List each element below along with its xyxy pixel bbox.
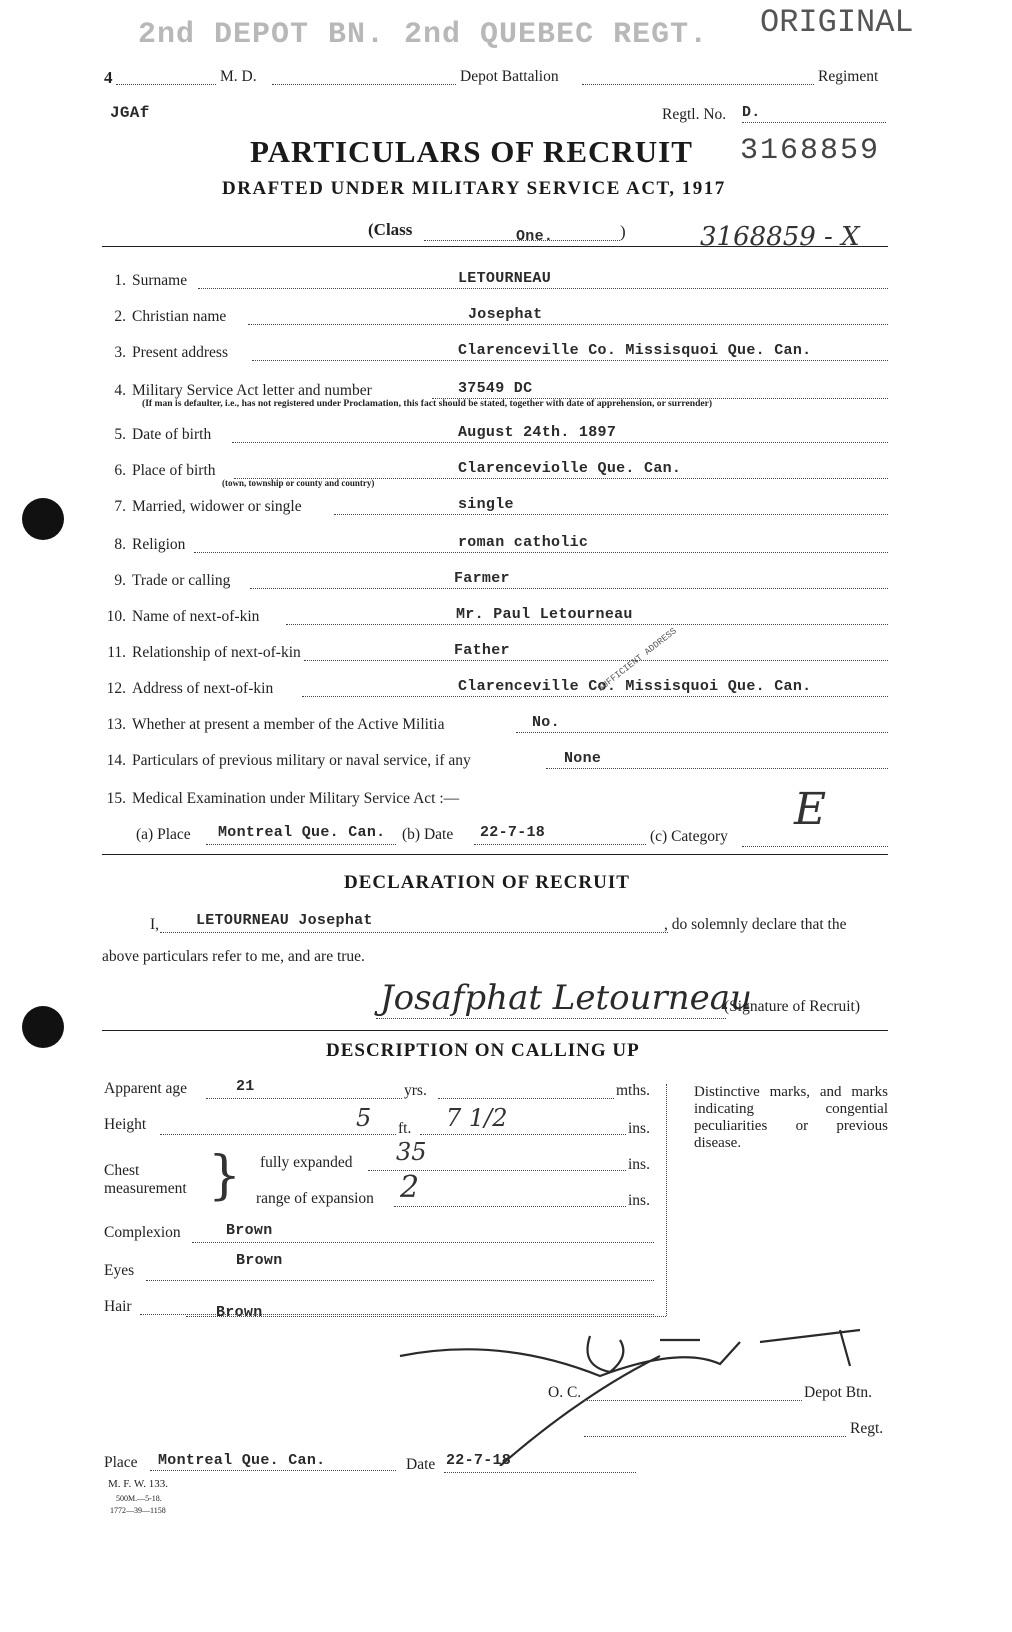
field-label: [100, 608, 259, 626]
ins-label-chest-1: ins.: [628, 1156, 650, 1173]
class-label: (Class: [368, 220, 413, 239]
ft-label: ft.: [398, 1120, 412, 1137]
class-close: ): [620, 222, 626, 241]
field-number: 13.: [106, 716, 126, 733]
footer-place-label: Place: [104, 1454, 138, 1471]
field-number: 8.: [114, 536, 126, 553]
print-line-1: 500M.—5-18.: [116, 1494, 162, 1503]
field-number: 6.: [114, 462, 126, 479]
regtl-no-value: D.: [742, 104, 761, 121]
field-number: 12.: [106, 680, 126, 697]
field-number: 4.: [114, 382, 126, 399]
declaration-name: LETOURNEAU Josephat: [196, 912, 373, 929]
fully-expanded-value: 35: [396, 1138, 427, 1166]
field-label-text: Married, widower or single: [132, 498, 302, 515]
field-label-text: Relationship of next-of-kin: [132, 644, 301, 661]
field-value: Clarenceviolle Que. Can.: [458, 460, 682, 477]
height-label: Height: [104, 1116, 147, 1133]
field-number: 9.: [114, 572, 126, 589]
md-number: 4: [104, 68, 113, 87]
field-value: August 24th. 1897: [458, 424, 617, 441]
field-label: [100, 344, 228, 362]
field-label-text: Name of next-of-kin: [132, 608, 260, 625]
field-label: [100, 716, 444, 734]
field-label-text: Address of next-of-kin: [132, 680, 274, 697]
regiment-label: Regiment: [818, 68, 879, 85]
ins-label-chest-2: ins.: [628, 1192, 650, 1209]
field-value: None: [564, 750, 602, 767]
apparent-age-value: 21: [236, 1078, 255, 1095]
field-label-text: Place of birth: [132, 462, 216, 479]
field-value: No.: [532, 714, 560, 731]
unit-stamp: 2nd DEPOT BN. 2nd QUEBEC REGT.: [138, 18, 709, 52]
hair-value: Brown: [216, 1304, 263, 1321]
field-number: 1.: [114, 272, 126, 289]
field-number: 7.: [114, 498, 126, 515]
regtl-no-label: Regtl. No.: [662, 106, 727, 123]
recruit-signature: Josafphat Letourneau: [380, 978, 752, 1018]
declaration-text-end: , do solemnly declare that the: [664, 916, 847, 933]
field-note: (town, township or county and country): [222, 478, 375, 488]
sufficient-address-stamp: SUFFICIENT ADDRESS: [596, 626, 679, 694]
signature-label: (Signature of Recruit): [724, 998, 861, 1015]
depot-battalion-label: Depot Battalion: [460, 68, 559, 85]
chest-label-1: Chest: [104, 1162, 140, 1179]
eyes-label: Eyes: [104, 1262, 135, 1279]
field-label: [100, 752, 471, 770]
footer-place-value: Montreal Que. Can.: [158, 1452, 326, 1469]
distinctive-marks-text: Distinctive marks, and marks indicating congential peculiarities or previous disease.: [694, 1084, 888, 1151]
yrs-label: yrs.: [404, 1082, 427, 1099]
field-label: [100, 572, 230, 590]
field-number: 11.: [107, 644, 126, 661]
complexion-value: Brown: [226, 1222, 273, 1239]
field-label-text: Medical Examination under Military Service Act :—: [132, 790, 460, 807]
declaration-heading: DECLARATION OF RECRUIT: [344, 872, 630, 893]
field-label-text: Present address: [132, 344, 228, 361]
field-number: 14.: [106, 752, 126, 769]
field-value: Father: [454, 642, 510, 659]
height-ft-value: 5: [356, 1104, 372, 1132]
medical-category-label: (c) Category: [650, 828, 728, 845]
range-value: 2: [400, 1170, 420, 1205]
class-handwritten-number: 3168859 - X: [700, 222, 860, 252]
declaration-text-line2: above particulars refer to me, and are true.: [102, 948, 365, 965]
medical-place-value: Montreal Que. Can.: [218, 824, 386, 841]
footer-date-label: Date: [406, 1456, 436, 1473]
field-label: [100, 308, 226, 326]
medical-date-value: 22-7-18: [480, 824, 546, 841]
field-label-text: Date of birth: [132, 426, 212, 443]
height-in-value: 7 1/2: [446, 1104, 508, 1132]
complexion-label: Complexion: [104, 1224, 181, 1241]
regt-label: Regt.: [850, 1420, 884, 1437]
punch-hole-top: [22, 498, 64, 540]
medical-category-value: E: [794, 784, 827, 835]
field-number: 10.: [106, 608, 126, 625]
field-value: Mr. Paul Letourneau: [456, 606, 633, 623]
description-heading: DESCRIPTION ON CALLING UP: [326, 1040, 640, 1061]
medical-place-label: (a) Place: [136, 826, 191, 843]
field-value: single: [458, 496, 514, 513]
footer-date-value: 22-7-18: [446, 1452, 512, 1469]
range-label: range of expansion: [256, 1190, 374, 1207]
field-value: Farmer: [454, 570, 510, 587]
field-label-text: Christian name: [132, 308, 227, 325]
field-label: [100, 644, 301, 662]
class-value: One.: [516, 228, 554, 245]
field-number: 2.: [114, 308, 126, 325]
field-value: Clarenceville Co. Missisquoi Que. Can.: [458, 678, 812, 695]
field-label-text: Particulars of previous military or naval service, if any: [132, 752, 471, 769]
field-value: LETOURNEAU: [458, 270, 552, 287]
punch-hole-bottom: [22, 1006, 64, 1048]
form-code: M. F. W. 133.: [108, 1478, 168, 1490]
field-label-text: Whether at present a member of the Active Militia: [132, 716, 445, 733]
regtl-no-stamp: 3168859: [740, 134, 881, 168]
field-label: [100, 426, 211, 444]
field-label: [100, 462, 216, 480]
page-title: PARTICULARS OF RECRUIT: [250, 134, 693, 169]
oc-label: O. C.: [548, 1384, 582, 1401]
mths-label: mths.: [616, 1082, 651, 1099]
field-label: [100, 272, 187, 290]
field-value: 37549 DC: [458, 380, 533, 397]
depot-btn-label: Depot Btn.: [804, 1384, 873, 1401]
field-note: (If man is defaulter, i.e., has not registered under Proclamation, this fact should be stated, together with date of apprehension, or surrender): [142, 398, 713, 409]
field-value: Clarenceville Co. Missisquoi Que. Can.: [458, 342, 812, 359]
page-subtitle: DRAFTED UNDER MILITARY SERVICE ACT, 1917: [222, 178, 726, 199]
field-label: [100, 790, 459, 808]
fully-expanded-label: fully expanded: [260, 1154, 353, 1171]
field-label: [100, 680, 273, 698]
medical-date-label: (b) Date: [402, 826, 454, 843]
chest-label-2: measurement: [104, 1180, 187, 1197]
md-label: M. D.: [220, 68, 257, 85]
field-number: 3.: [114, 344, 126, 361]
ins-label-height: ins.: [628, 1120, 650, 1137]
field-label-text: Religion: [132, 536, 186, 553]
print-line-2: 1772—39—1158: [110, 1506, 166, 1515]
field-label-text: Trade or calling: [132, 572, 231, 589]
apparent-age-label: Apparent age: [104, 1080, 188, 1097]
eyes-value: Brown: [236, 1252, 283, 1269]
field-number: 15.: [106, 790, 126, 807]
original-stamp: ORIGINAL: [760, 4, 914, 41]
hair-label: Hair: [104, 1298, 132, 1315]
initials: JGAf: [110, 104, 150, 122]
field-label-text: Military Service Act letter and number: [132, 382, 372, 399]
declaration-i: I,: [150, 916, 160, 933]
field-value: Josephat: [468, 306, 543, 323]
field-label: [100, 536, 185, 554]
chest-brace: }: [208, 1146, 242, 1206]
field-label-text: Surname: [132, 272, 188, 289]
field-number: 5.: [114, 426, 126, 443]
field-label: [100, 498, 302, 516]
field-value: roman catholic: [458, 534, 589, 551]
